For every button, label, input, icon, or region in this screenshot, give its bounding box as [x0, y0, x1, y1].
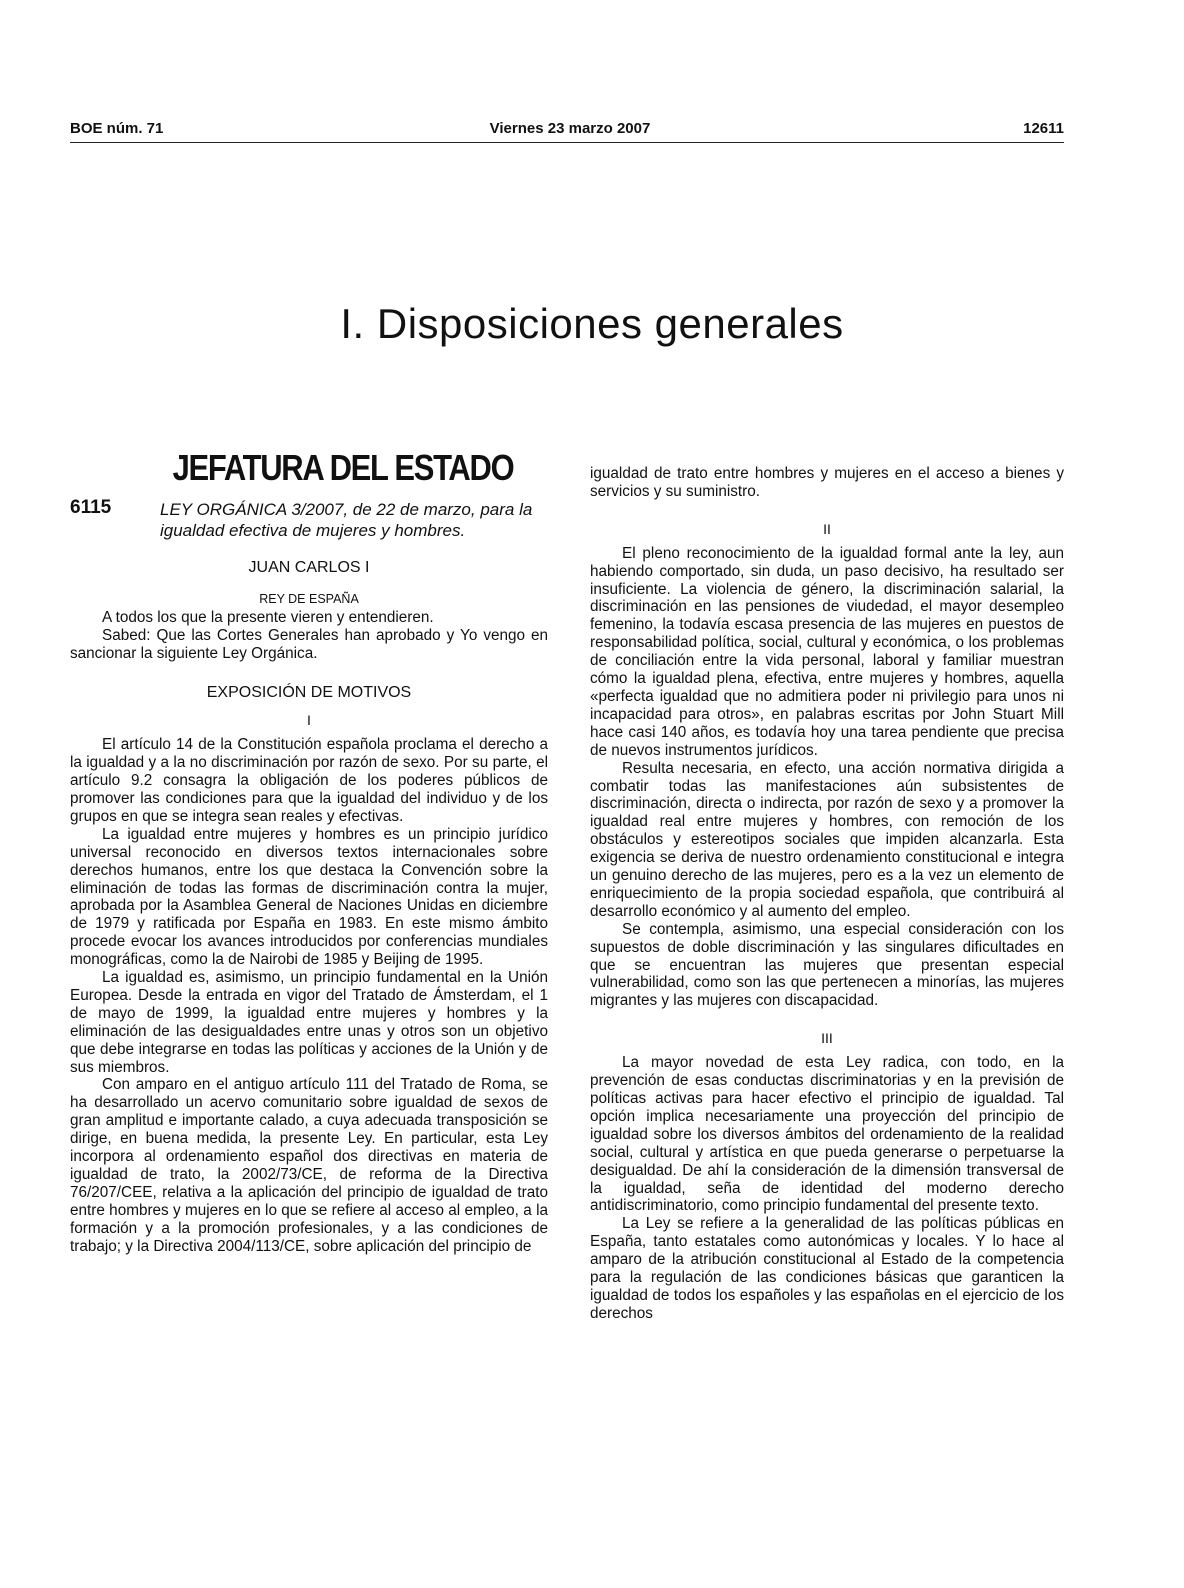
section-numeral: III — [821, 1030, 833, 1047]
law-header — [70, 496, 548, 541]
continuation-paragraph: igualdad de trato entre hombres y mujeres en el acceso a bienes y servicios y su suministro. — [590, 465, 1064, 500]
king-name: JUAN CARLOS I — [248, 558, 370, 576]
preamble-line: Sabed: Que las Cortes Generales han aprobado y Yo vengo en sancionar la siguiente Ley Orgánica. — [70, 626, 548, 662]
left-column — [70, 447, 548, 1256]
page-number: 12611 — [1023, 120, 1064, 137]
body-paragraph: La Ley se refiere a la generalidad de las políticas públicas en España, tanto estatales como autonómicas y locales. Y lo hace al amparo de la atribución constitucional al Estado de la competencia para la regulación de las condiciones básicas que garanticen la igualdad de todos los españoles y las españolas en el ejercicio de los derechos — [590, 1215, 1064, 1322]
preamble-line: A todos los que la presente vieren y entendieren. — [102, 608, 434, 626]
body-paragraph: Resulta necesaria, en efecto, una acción normativa dirigida a combatir todas las manifestaciones aún subsistentes de discriminación, directa o indirecta, por razón de sexo y a promover la igualdad real entre mujeres y hombres, con remoción de los obstáculos y estereotipos sociales que impiden alcanzarla. Esta exigencia se deriva de nuestro ordenamiento constitucional e integra un genuino derecho de las mujeres, pero es a la vez un elemento de enriquecimiento de la propia sociedad española, que contribuirá al desarrollo económico y al aumento del empleo. — [590, 759, 1064, 920]
body-paragraph: La igualdad entre mujeres y hombres es un principio jurídico universal reconocido en diversos textos internacionales sobre derechos humanos, entre los que destaca la Convención sobre la eliminación de todas las formas de discriminación contra la mujer, aprobada por la Asamblea General de Naciones Unidas en diciembre de 1979 y ratificada por España en 1983. En este mismo ámbito procede evocar los avances introducidos por conferencias mundiales monográficas, como la de Nairobi de 1985 y Beijing de 1995. — [70, 825, 548, 969]
exposition-heading: EXPOSICIÓN DE MOTIVOS — [206, 684, 412, 702]
body-paragraph: La mayor novedad de esta Ley radica, con todo, en la prevención de esas conductas discriminatorias y en la previsión de políticas activas para hacer efectivo el principio de igualdad. Tal opción implica necesariamente una proyección del principio de igualdad sobre los diversos ámbitos del ordenamiento de la realidad social, cultural y artística en que pueda generarse o perpetuarse la desigualdad. De ahí la consideración de la dimensión transversal de la igualdad, seña de identidad del moderno derecho antidiscriminatorio, como principio fundamental del presente texto. — [590, 1054, 1064, 1215]
section-title: I. Disposiciones generales — [340, 300, 844, 347]
organization-heading: JEFATURA DEL ESTADO — [172, 447, 514, 488]
body-paragraph: El pleno reconocimiento de la igualdad formal ante la ley, aun habiendo comportado, sin duda, un paso decisivo, ha resultado ser insuficiente. La violencia de género, la discriminación salarial, la discriminación en las pensiones de viudedad, el mayor desempleo femenino, la todavía escasa presencia de las mujeres en puestos de responsabilidad política, social, cultural y económica, o los problemas de conciliación entre la vida personal, laboral y familiar muestran cómo la igualdad plena, efectiva, entre mujeres y hombres, aquella «perfecta igualdad que no admitiera poder ni privilegio para unos ni incapacidad para otros», en palabras escritas por John Stuart Mill hace casi 140 años, es todavía hoy una tarea pendiente que precisa de nuevos instrumentos jurídicos. — [590, 544, 1064, 759]
king-title: REY DE ESPAÑA — [259, 591, 359, 606]
law-title: LEY ORGÁNICA 3/2007, de 22 de marzo, para la igualdad efectiva de mujeres y hombres. — [160, 499, 533, 540]
section-numeral: I — [307, 712, 311, 729]
body-paragraph: El artículo 14 de la Constitución española proclama el derecho a la igualdad y a la no discriminación por razón de sexo. Por su parte, el artículo 9.2 consagra la obligación de los poderes públicos de promover las condiciones para que la igualdad del individuo y de los grupos en que se integra sean reales y efectivas. — [70, 736, 548, 825]
law-number: 6115 — [70, 496, 112, 518]
body-paragraph: Con amparo en el antiguo artículo 111 del Tratado de Roma, se ha desarrollado un acervo comunitario sobre igualdad de sexos de gran amplitud e importante calado, a cuya adecuada transposición se dirige, en buena medida, la presente Ley. En particular, esta Ley incorpora al ordenamiento español dos directivas en materia de igualdad de trato, la 2002/73/CE, de reforma de la Directiva 76/207/CEE, relativa a la aplicación del principio de igualdad de trato entre hombres y mujeres en lo que se refiere al acceso al empleo, a la formación y a la promoción profesionales, y a las condiciones de trabajo; y la Directiva 2004/113/CE, sobre aplicación del principio de — [70, 1076, 548, 1255]
section-numeral: II — [823, 520, 831, 537]
publication-date: Viernes 23 marzo 2007 — [489, 120, 651, 137]
right-column — [590, 465, 1064, 1323]
body-paragraph: La igualdad es, asimismo, un principio fundamental en la Unión Europea. Desde la entrada en vigor del Tratado de Ámsterdam, el 1 de mayo de 1999, la igualdad entre mujeres y hombres y la eliminación de las desigualdades entre unas y otros son un objetivo que debe integrarse en todas las políticas y acciones de la Unión y de sus miembros. — [70, 969, 548, 1076]
bulletin-issue: BOE núm. 71 — [70, 120, 164, 137]
body-paragraph: Se contempla, asimismo, una especial consideración con los supuestos de doble discriminación y las singulares dificultades en que se encuentran las mujeres que presentan especial vulnerabilidad, como son las que pertenecen a minorías, las mujeres migrantes y las mujeres con discapacidad. — [590, 920, 1064, 1010]
running-header — [70, 118, 1064, 143]
